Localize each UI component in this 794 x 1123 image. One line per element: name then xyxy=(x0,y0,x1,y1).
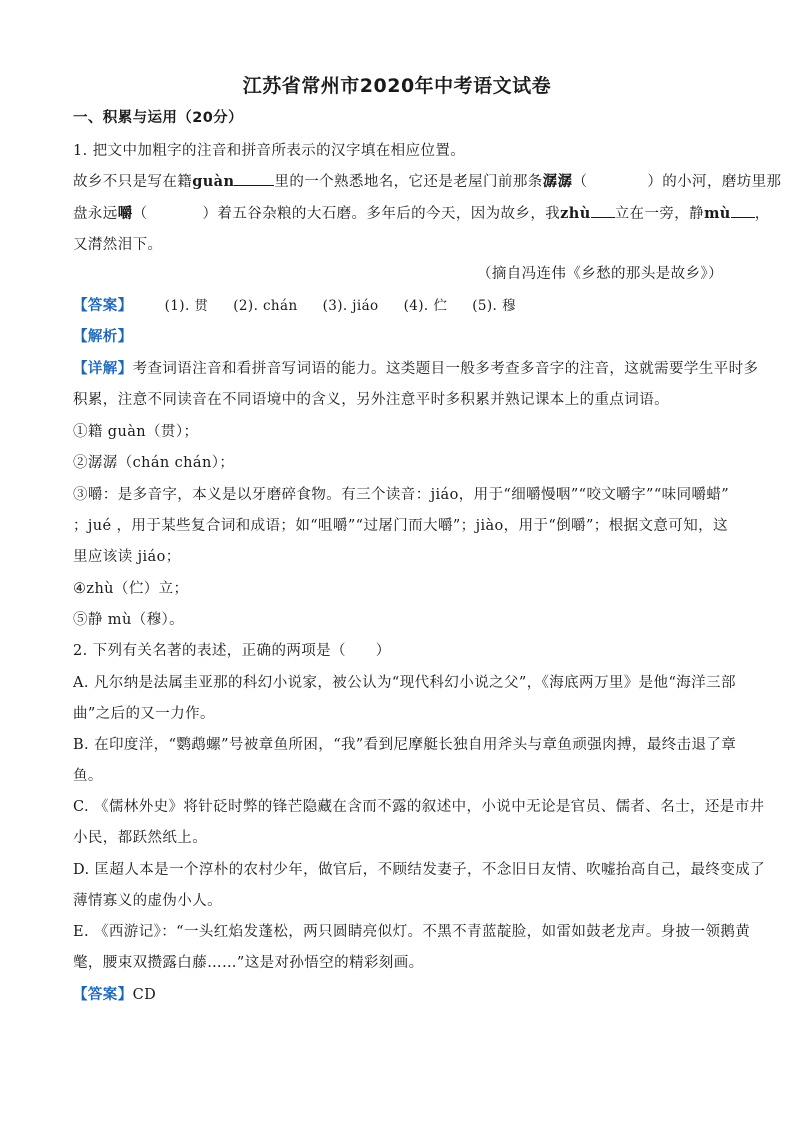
text: ， xyxy=(754,206,770,222)
blank-5 xyxy=(731,203,755,218)
q1-prompt: 1. 把文中加粗字的注音和拼音所表示的汉字填在相应位置。 xyxy=(73,143,466,159)
text: ）着五谷杂粮的大石磨。多年后的今天，因为故乡，我 xyxy=(202,206,561,222)
text: ）的小河，磨坊里那 xyxy=(647,174,782,190)
detail-line2: 积累，注意不同读音在不同语境中的含义，另外注意平时多积累并熟记课本上的重点词语。 xyxy=(73,392,669,408)
text: 盘永远 xyxy=(73,206,118,222)
q1-answer xyxy=(73,296,723,316)
blank-1 xyxy=(234,171,274,186)
analysis-item-4: ④zhù（伫）立； xyxy=(73,581,189,597)
analysis-tag: 【解析】 xyxy=(73,329,133,345)
q1-passage-line1 xyxy=(73,171,782,192)
analysis-item-3-cont: ；jué ，用于某些复合词和成语；如“咀嚼”“过屠门而大嚼”；jiào，用于“倒嚼”；根据文意可知，这 xyxy=(73,518,728,534)
answer-item: (3). jiáo xyxy=(322,298,379,314)
text: 故乡不只是写在籍 xyxy=(73,174,193,190)
bold-jiao: 嚼 xyxy=(117,205,133,222)
answer-item: (4). 伫 xyxy=(403,298,448,314)
q1-passage-line3: 又潸然泪下。 xyxy=(73,237,163,253)
text: 里的一个熟悉地名，它还是老屋门前那条 xyxy=(274,174,543,190)
answer-value: CD xyxy=(132,987,157,1003)
q2-option-a-cont: 曲”之后的又一力作。 xyxy=(73,706,215,722)
answer-item: (2). chán xyxy=(233,298,298,314)
text: 立在一旁，静 xyxy=(614,206,705,222)
blank-4 xyxy=(591,203,615,218)
q2-option-e-cont: 氅，腰束双攒露白藤……”这是对孙悟空的精彩刻画。 xyxy=(73,955,424,971)
detail-text: 考查词语注音和看拼音写词语的能力。这类题目一般多考查多音字的注音，这就需要学生平时多 xyxy=(132,361,759,377)
analysis-item-1: ①籍 guàn（贯）； xyxy=(73,424,199,440)
q2-prompt: 2. 下列有关名著的表述，正确的两项是（ ） xyxy=(73,643,391,659)
pinyin-mu: mù xyxy=(704,205,731,222)
analysis-item-2: ②潺潺（chán chán）； xyxy=(73,455,235,471)
q1-source: （摘自冯连伟《乡愁的那头是故乡》） xyxy=(476,266,723,282)
pinyin-zhu: zhù xyxy=(560,205,591,222)
detail-line1 xyxy=(73,359,759,379)
analysis-tag-line xyxy=(73,327,723,347)
q2-option-d: D. 匡超人本是一个淳朴的农村少年，做官后，不顾结发妻子，不念旧日友情、吹嘘抬高自己，最终变成了 xyxy=(73,862,766,878)
analysis-item-5: ⑤静 mù（穆）。 xyxy=(73,612,185,628)
section-heading: 一、积累与运用（20分） xyxy=(73,110,243,126)
q2-option-d-cont: 薄情寡义的虚伪小人。 xyxy=(73,893,222,909)
detail-tag: 【详解】 xyxy=(73,361,133,377)
analysis-item-3: ③嚼：是多音字，本义是以牙磨碎食物。有三个读音：jiáo，用于“细嚼慢咽”“咬文嚼字”“味同嚼蜡” xyxy=(73,487,730,503)
answer-tag: 【答案】 xyxy=(73,298,133,314)
q2-option-a: A. 凡尔纳是法属圭亚那的科幻小说家，被公认为“现代科幻小说之父”，《海底两万里》是他“海洋三部 xyxy=(73,675,736,691)
answer-tag: 【答案】 xyxy=(73,987,133,1003)
pinyin-guan: guàn xyxy=(192,173,235,190)
q2-option-b: B. 在印度洋，“鹦鹉螺”号被章鱼所困，“我”看到尼摩艇长独自用斧头与章鱼顽强肉搏，最终击退了章 xyxy=(73,737,737,753)
answer-item: (1). 贯 xyxy=(164,298,209,314)
q2-option-b-cont: 鱼。 xyxy=(73,768,103,784)
q2-option-c-cont: 小民，都跃然纸上。 xyxy=(73,830,208,846)
analysis-item-3-cont2: 里应该读 jiáo； xyxy=(73,549,181,565)
page-title: 江苏省常州市2020年中考语文试卷 xyxy=(242,75,552,97)
q2-option-e: E. 《西游记》：“一头红焰发蓬松，两只圆睛亮似灯。不黑不青蓝靛脸，如雷如鼓老龙声。身披一领鹅黄 xyxy=(73,924,751,940)
bold-chan: 潺潺 xyxy=(542,173,573,190)
q1-passage-line2 xyxy=(73,203,770,224)
q2-option-c: C. 《儒林外史》将针砭时弊的锋芒隐藏在含而不露的叙述中，小说中无论是官员、儒者、名士，还是市井 xyxy=(73,799,765,815)
text: （ xyxy=(132,206,148,222)
text: （ xyxy=(572,174,588,190)
q2-answer xyxy=(73,985,723,1005)
answer-item: (5). 穆 xyxy=(472,298,516,314)
